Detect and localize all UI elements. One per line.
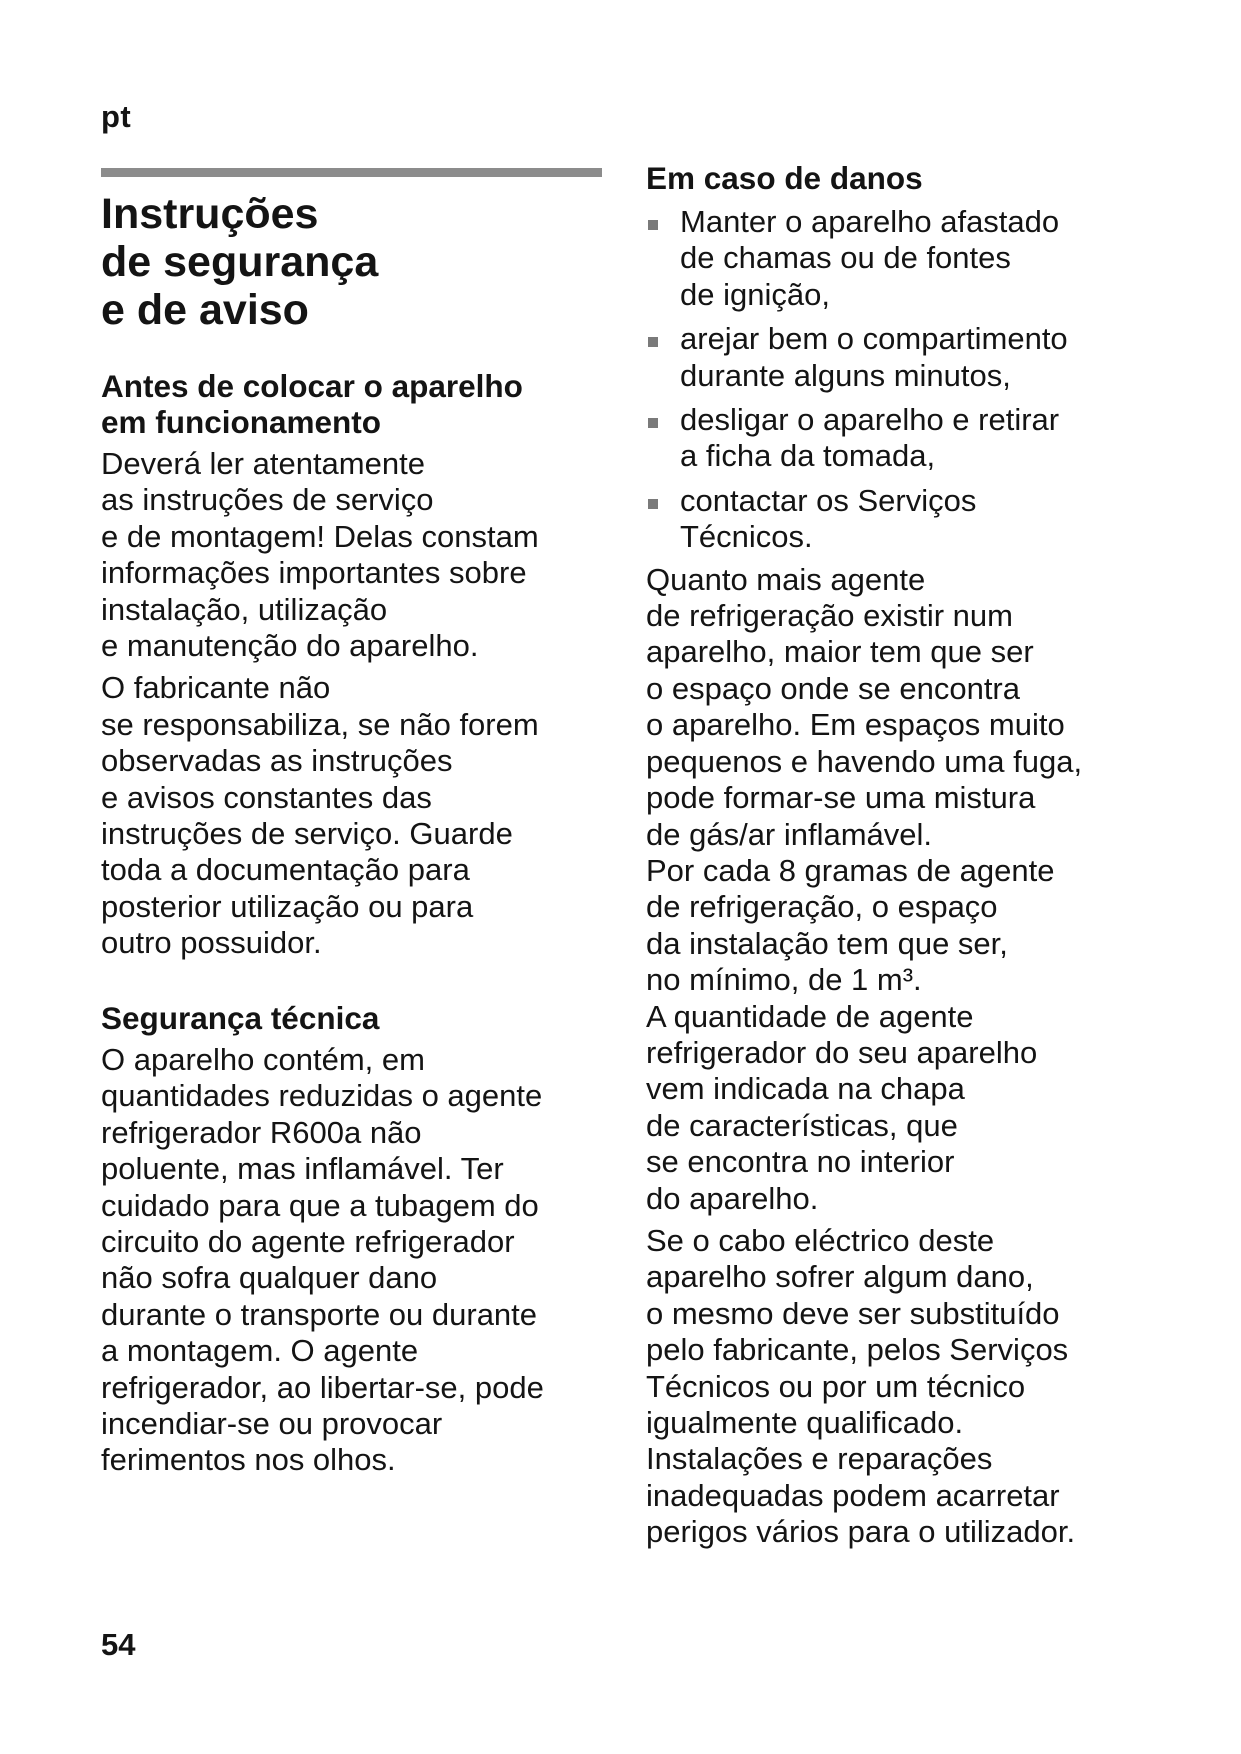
text-line: do aparelho. [646, 1180, 819, 1216]
text-line: arejar bem o compartimento [680, 321, 1068, 357]
page-title [101, 190, 611, 334]
text-line: Instalações e reparações [646, 1441, 993, 1477]
text-line: da instalação tem que ser, [646, 925, 1008, 961]
text-line: de chamas ou de fontes [680, 240, 1011, 276]
text-line: desligar o aparelho e retirar [680, 402, 1060, 438]
text-line: não sofra qualquer dano [101, 1260, 438, 1296]
text-line: de refrigeração, o espaço [646, 889, 998, 925]
paragraph [101, 670, 621, 961]
text-line: durante o transporte ou durante [101, 1296, 538, 1332]
text-line: instalação, utilização [101, 591, 388, 627]
text-line: aparelho, maior tem que ser [646, 634, 1034, 670]
text-line: aparelho sofrer algum dano, [646, 1259, 1034, 1295]
text-line: pequenos e havendo uma fuga, [646, 743, 1083, 779]
text-line: inadequadas podem acarretar [646, 1477, 1060, 1513]
text-line: Manter o aparelho afastado [680, 204, 1060, 239]
text-line: vem indicada na chapa [646, 1071, 965, 1107]
heading-line: Antes de colocar o aparelho [101, 368, 523, 404]
text-line: perigos vários para o utilizador. [646, 1514, 1076, 1550]
text-line: Técnicos. [680, 519, 813, 555]
text-line: o espaço onde se encontra [646, 670, 1020, 706]
page-number: 54 [101, 1627, 136, 1662]
paragraph [646, 1223, 1176, 1551]
list-item [646, 483, 1176, 556]
text-line: no mínimo, de 1 m³. [646, 962, 922, 998]
text-line: de gás/ar inflamável. [646, 816, 933, 852]
text-line: e avisos constantes das [101, 779, 432, 815]
text-line: outro possuidor. [101, 925, 322, 961]
text-line: Se o cabo eléctrico deste [646, 1222, 995, 1258]
text-line: cuidado para que a tubagem do [101, 1187, 539, 1223]
text-line: Técnicos ou por um técnico [646, 1368, 1026, 1404]
section-technical-safety [101, 1000, 621, 1479]
text-line: observadas as instruções [101, 743, 453, 779]
text-line: de ignição, [680, 276, 830, 312]
bullet-square-icon [648, 220, 658, 230]
text-line: refrigerador, ao libertar-se, pode [101, 1369, 544, 1405]
text-line: incendiar-se ou provocar [101, 1406, 443, 1442]
text-line: e manutenção do aparelho. [101, 628, 479, 664]
text-line: as instruções de serviço [101, 482, 434, 518]
heading-line: em funcionamento [101, 404, 382, 440]
paragraph [101, 1042, 621, 1479]
list-item [646, 402, 1176, 475]
paragraph [101, 446, 621, 664]
list-item [646, 321, 1176, 394]
text-line: toda a documentação para [101, 852, 470, 888]
section-heading [101, 1000, 621, 1036]
text-line: se responsabiliza, se não forem [101, 706, 539, 742]
section-before-use [101, 368, 621, 962]
list-item [646, 204, 1176, 313]
paragraph [646, 562, 1176, 1217]
heading-line: Segurança técnica [101, 1000, 380, 1036]
section-heading [646, 160, 1176, 196]
text-line: instruções de serviço. Guarde [101, 816, 513, 852]
text-line: pelo fabricante, pelos Serviços [646, 1332, 1069, 1368]
text-line: ferimentos nos olhos. [101, 1442, 396, 1478]
text-line: de refrigeração existir num [646, 598, 1013, 634]
text-line: Por cada 8 gramas de agente [646, 852, 1055, 888]
text-line: poluente, mas inflamável. Ter [101, 1151, 504, 1187]
bullet-square-icon [648, 499, 658, 509]
bullet-square-icon [648, 337, 658, 347]
text-line: a ficha da tomada, [680, 438, 936, 474]
text-line: O aparelho contém, em [101, 1042, 425, 1077]
bullet-square-icon [648, 418, 658, 428]
text-line: o aparelho. Em espaços muito [646, 707, 1065, 743]
text-line: Quanto mais agente [646, 561, 926, 597]
text-line: a montagem. O agente [101, 1333, 419, 1369]
title-line: e de aviso [101, 286, 309, 334]
text-line: igualmente qualificado. [646, 1405, 964, 1440]
text-line: o mesmo deve ser substituído [646, 1295, 1060, 1331]
text-line: de características, que [646, 1107, 958, 1143]
text-line: e de montagem! Delas constam [101, 518, 539, 554]
language-code: pt [101, 99, 132, 134]
section-in-case-of-damage [646, 160, 1176, 1551]
text-line: contactar os Serviços [680, 482, 977, 518]
text-line: circuito do agente refrigerador [101, 1224, 515, 1260]
title-line: Instruções [101, 190, 319, 238]
title-line: de segurança [101, 238, 379, 286]
heading-line: Em caso de danos [646, 160, 923, 196]
section-heading [101, 368, 621, 440]
bullet-list [646, 204, 1176, 556]
text-line: informações importantes sobre [101, 555, 527, 591]
text-line: O fabricante não [101, 670, 331, 706]
text-line: durante alguns minutos, [680, 357, 1011, 393]
text-line: posterior utilização ou para [101, 888, 474, 924]
text-line: Deverá ler atentamente [101, 446, 425, 481]
text-line: quantidades reduzidas o agente [101, 1078, 543, 1114]
text-line: pode formar-se uma mistura [646, 780, 1036, 816]
text-line: refrigerador do seu aparelho [646, 1034, 1038, 1070]
text-line: refrigerador R600a não [101, 1114, 422, 1150]
text-line: se encontra no interior [646, 1144, 955, 1180]
section-divider [101, 168, 602, 177]
text-line: A quantidade de agente [646, 998, 974, 1034]
